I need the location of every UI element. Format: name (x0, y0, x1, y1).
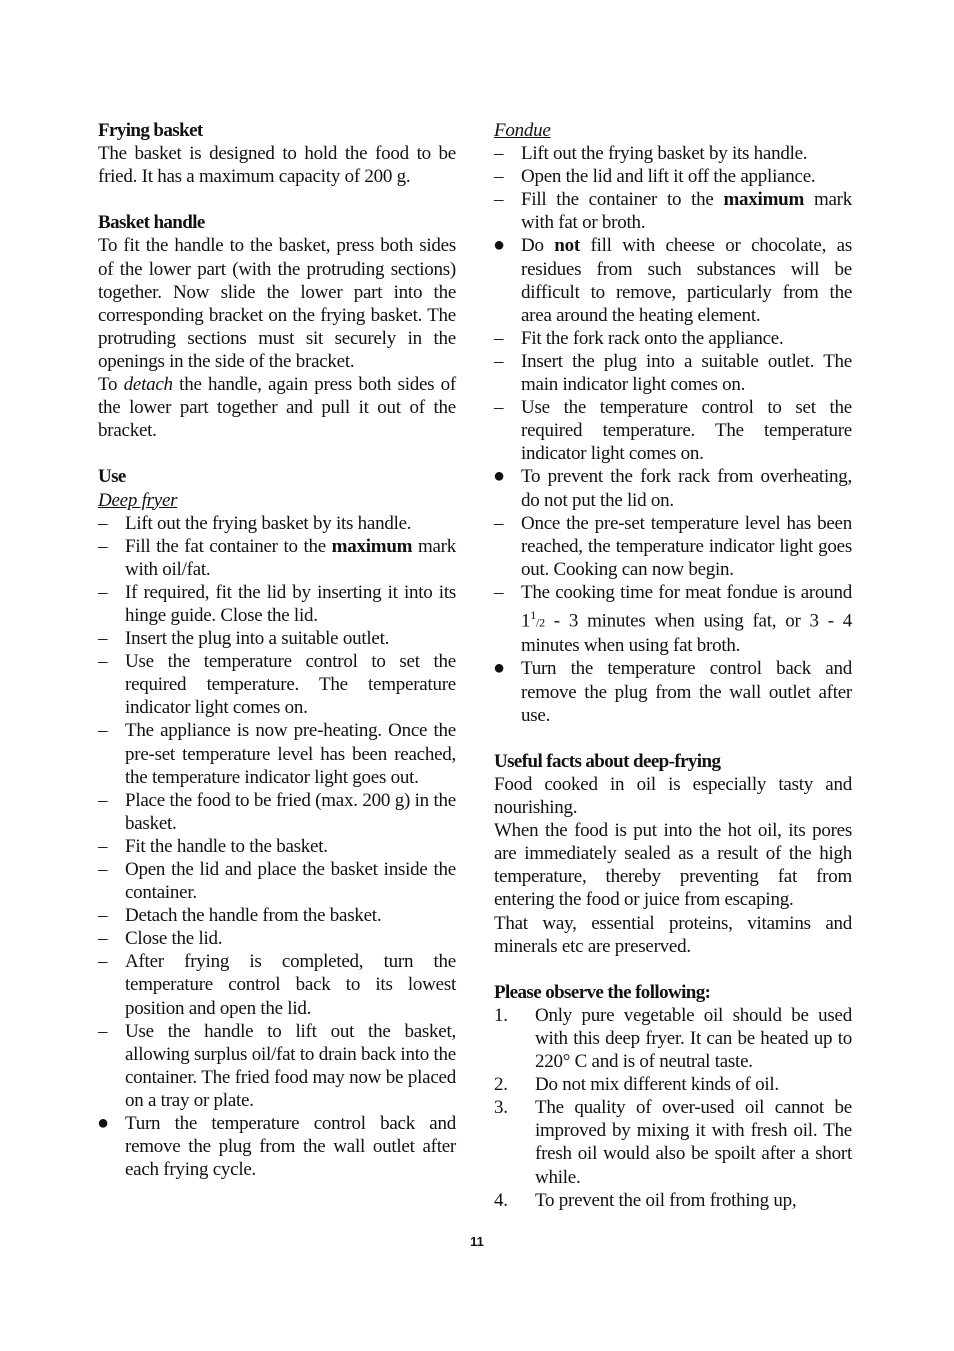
dash-marker: – (98, 835, 108, 857)
list-item: 3. The quality of over-used oil cannot be improved by mixing it with fresh oil. The fresh oil would also be spoilt after a short while. (494, 1097, 852, 1188)
deep-fryer-steps (98, 512, 456, 1182)
item-number: 2. (494, 1074, 508, 1096)
list-item: – Fit the fork rack onto the appliance. (494, 327, 784, 349)
list-item: – Use the temperature control to set the required temperature. The temperature indicator light comes on. (98, 651, 456, 719)
frying-basket-heading: Frying basket (98, 120, 203, 141)
list-item: 4. To prevent the oil from frothing up, (494, 1189, 797, 1211)
list-item: – Close the lid. (98, 928, 223, 950)
left-column (98, 119, 456, 1181)
dash-marker: – (98, 928, 108, 950)
list-item: ● Do not fill with cheese or chocolate, as residues from such substances will be difficult to remove, particularly from the area around the heating element. (493, 234, 852, 326)
list-item: – Detach the handle from the basket. (98, 905, 382, 927)
dash-marker: – (98, 1020, 108, 1042)
dash-marker: – (494, 397, 504, 419)
bullet-icon: ● (493, 465, 505, 488)
basket-handle-detach-paragraph: To detach the handle, again press both sides of the lower part together and pull it out of the bracket. (98, 374, 457, 442)
item-number: 4. (494, 1189, 508, 1211)
dash-marker: – (494, 581, 504, 603)
list-item: – Once the pre-set temperature level has been reached, the temperature indicator light goes out. Cooking can now begin. (494, 512, 852, 580)
list-item: – After frying is completed, turn the temperature control back to its lowest position and open the lid. (98, 951, 456, 1019)
list-item: – If required, fit the lid by inserting it into its hinge guide. Close the lid. (98, 581, 456, 626)
list-item: 1. Only pure vegetable oil should be used with this deep fryer. It can be heated up to 220° C and is of neutral taste. (494, 1004, 852, 1073)
dash-marker: – (98, 535, 108, 557)
item-number: 3. (494, 1097, 508, 1119)
useful-facts-heading: Useful facts about deep-frying (494, 750, 721, 772)
use-heading: Use (98, 466, 126, 488)
bullet-icon: ● (493, 234, 505, 257)
list-item: – Lift out the frying basket by its handle. (494, 143, 808, 165)
useful-facts-paragraph: Food cooked in oil is especially tasty and nourishing. (494, 773, 852, 819)
useful-facts-paragraph: That way, essential proteins, vitamins and minerals etc are preserved. (494, 912, 852, 957)
list-item: – Fit the handle to the basket. (98, 835, 328, 857)
right-column (494, 119, 852, 1212)
list-item: – Place the food to be fried (max. 200 g) in the basket. (98, 789, 456, 834)
dash-marker: – (494, 512, 504, 534)
dash-marker: – (98, 651, 108, 673)
list-item: – The appliance is now pre-heating. Once the pre-set temperature level has been reached, the temperature indicator light goes out. (98, 720, 456, 788)
dash-marker: – (98, 581, 108, 603)
dash-marker: – (98, 628, 108, 650)
dash-marker: – (98, 905, 108, 927)
observe-heading: Please observe the following: (494, 981, 711, 1003)
frying-basket-text: The basket is designed to hold the food to be fried. It has a maximum capacity of 200 g. (98, 143, 456, 188)
dash-marker: – (98, 512, 108, 534)
dash-marker: – (98, 789, 108, 811)
list-item: – Open the lid and lift it off the appliance. (494, 166, 816, 188)
list-item: ● Turn the temperature control back and remove the plug from the wall outlet after each frying cycle. (97, 1112, 456, 1181)
page-number: 11 (470, 1234, 484, 1249)
list-item: – Insert the plug into a suitable outlet. (98, 628, 390, 650)
list-item: ● To prevent the fork rack from overheating, do not put the lid on. (493, 465, 852, 511)
observe-list (494, 1004, 852, 1212)
dash-marker: – (98, 951, 108, 973)
list-item: – Open the lid and place the basket inside the container. (98, 859, 456, 904)
dash-marker: – (98, 720, 108, 742)
bullet-icon: ● (493, 657, 505, 680)
item-number: 1. (494, 1004, 508, 1026)
fondue-subheading: Fondue (494, 120, 551, 141)
list-item: ● Turn the temperature control back and remove the plug from the wall outlet after use. (493, 657, 852, 726)
dash-marker: – (494, 166, 504, 188)
list-item: – The cooking time for meat fondue is around $1^1/2 - 3$ minutes when using fat, or 3 - 4 minutes when using fat broth. (494, 581, 852, 657)
list-item: – Lift out the frying basket by its handle. (98, 512, 412, 534)
list-item: – Use the handle to lift out the basket, allowing surplus oil/fat to drain back into the container. The fried food may now be placed on a tray or plate. (98, 1020, 456, 1111)
basket-handle-heading: Basket handle (98, 212, 205, 234)
deep-fryer-subheading: Deep fryer (98, 489, 178, 511)
dash-marker: – (494, 350, 504, 372)
list-item: – Use the temperature control to set the required temperature. The temperature indicator light comes on. (494, 397, 852, 465)
basket-handle-paragraph: To fit the handle to the basket, press both sides of the lower part (with the protruding sections) together. Now slide the lower part into the corresponding bracket on the frying basket. The protruding sections must sit securely in the openings in the side of the bracket. (98, 235, 456, 372)
list-item: – Fill the fat container to the maximum mark with oil/fat. (98, 535, 456, 580)
list-item: – Insert the plug into a suitable outlet. The main indicator light comes on. (494, 350, 852, 396)
dash-marker: – (98, 859, 108, 880)
dash-marker: – (494, 327, 504, 349)
fondue-steps (494, 142, 852, 727)
useful-facts-paragraph: When the food is put into the hot oil, its pores are immediately sealed as a result of the high temperature, thereby preventing fat from entering the food or juice from escaping. (494, 820, 852, 911)
list-item: 2. Do not mix different kinds of oil. (494, 1074, 779, 1096)
list-item: – Fill the container to the maximum mark with fat or broth. (494, 189, 852, 234)
dash-marker: – (494, 143, 504, 165)
bullet-icon: ● (97, 1112, 109, 1135)
dash-marker: – (494, 189, 504, 211)
